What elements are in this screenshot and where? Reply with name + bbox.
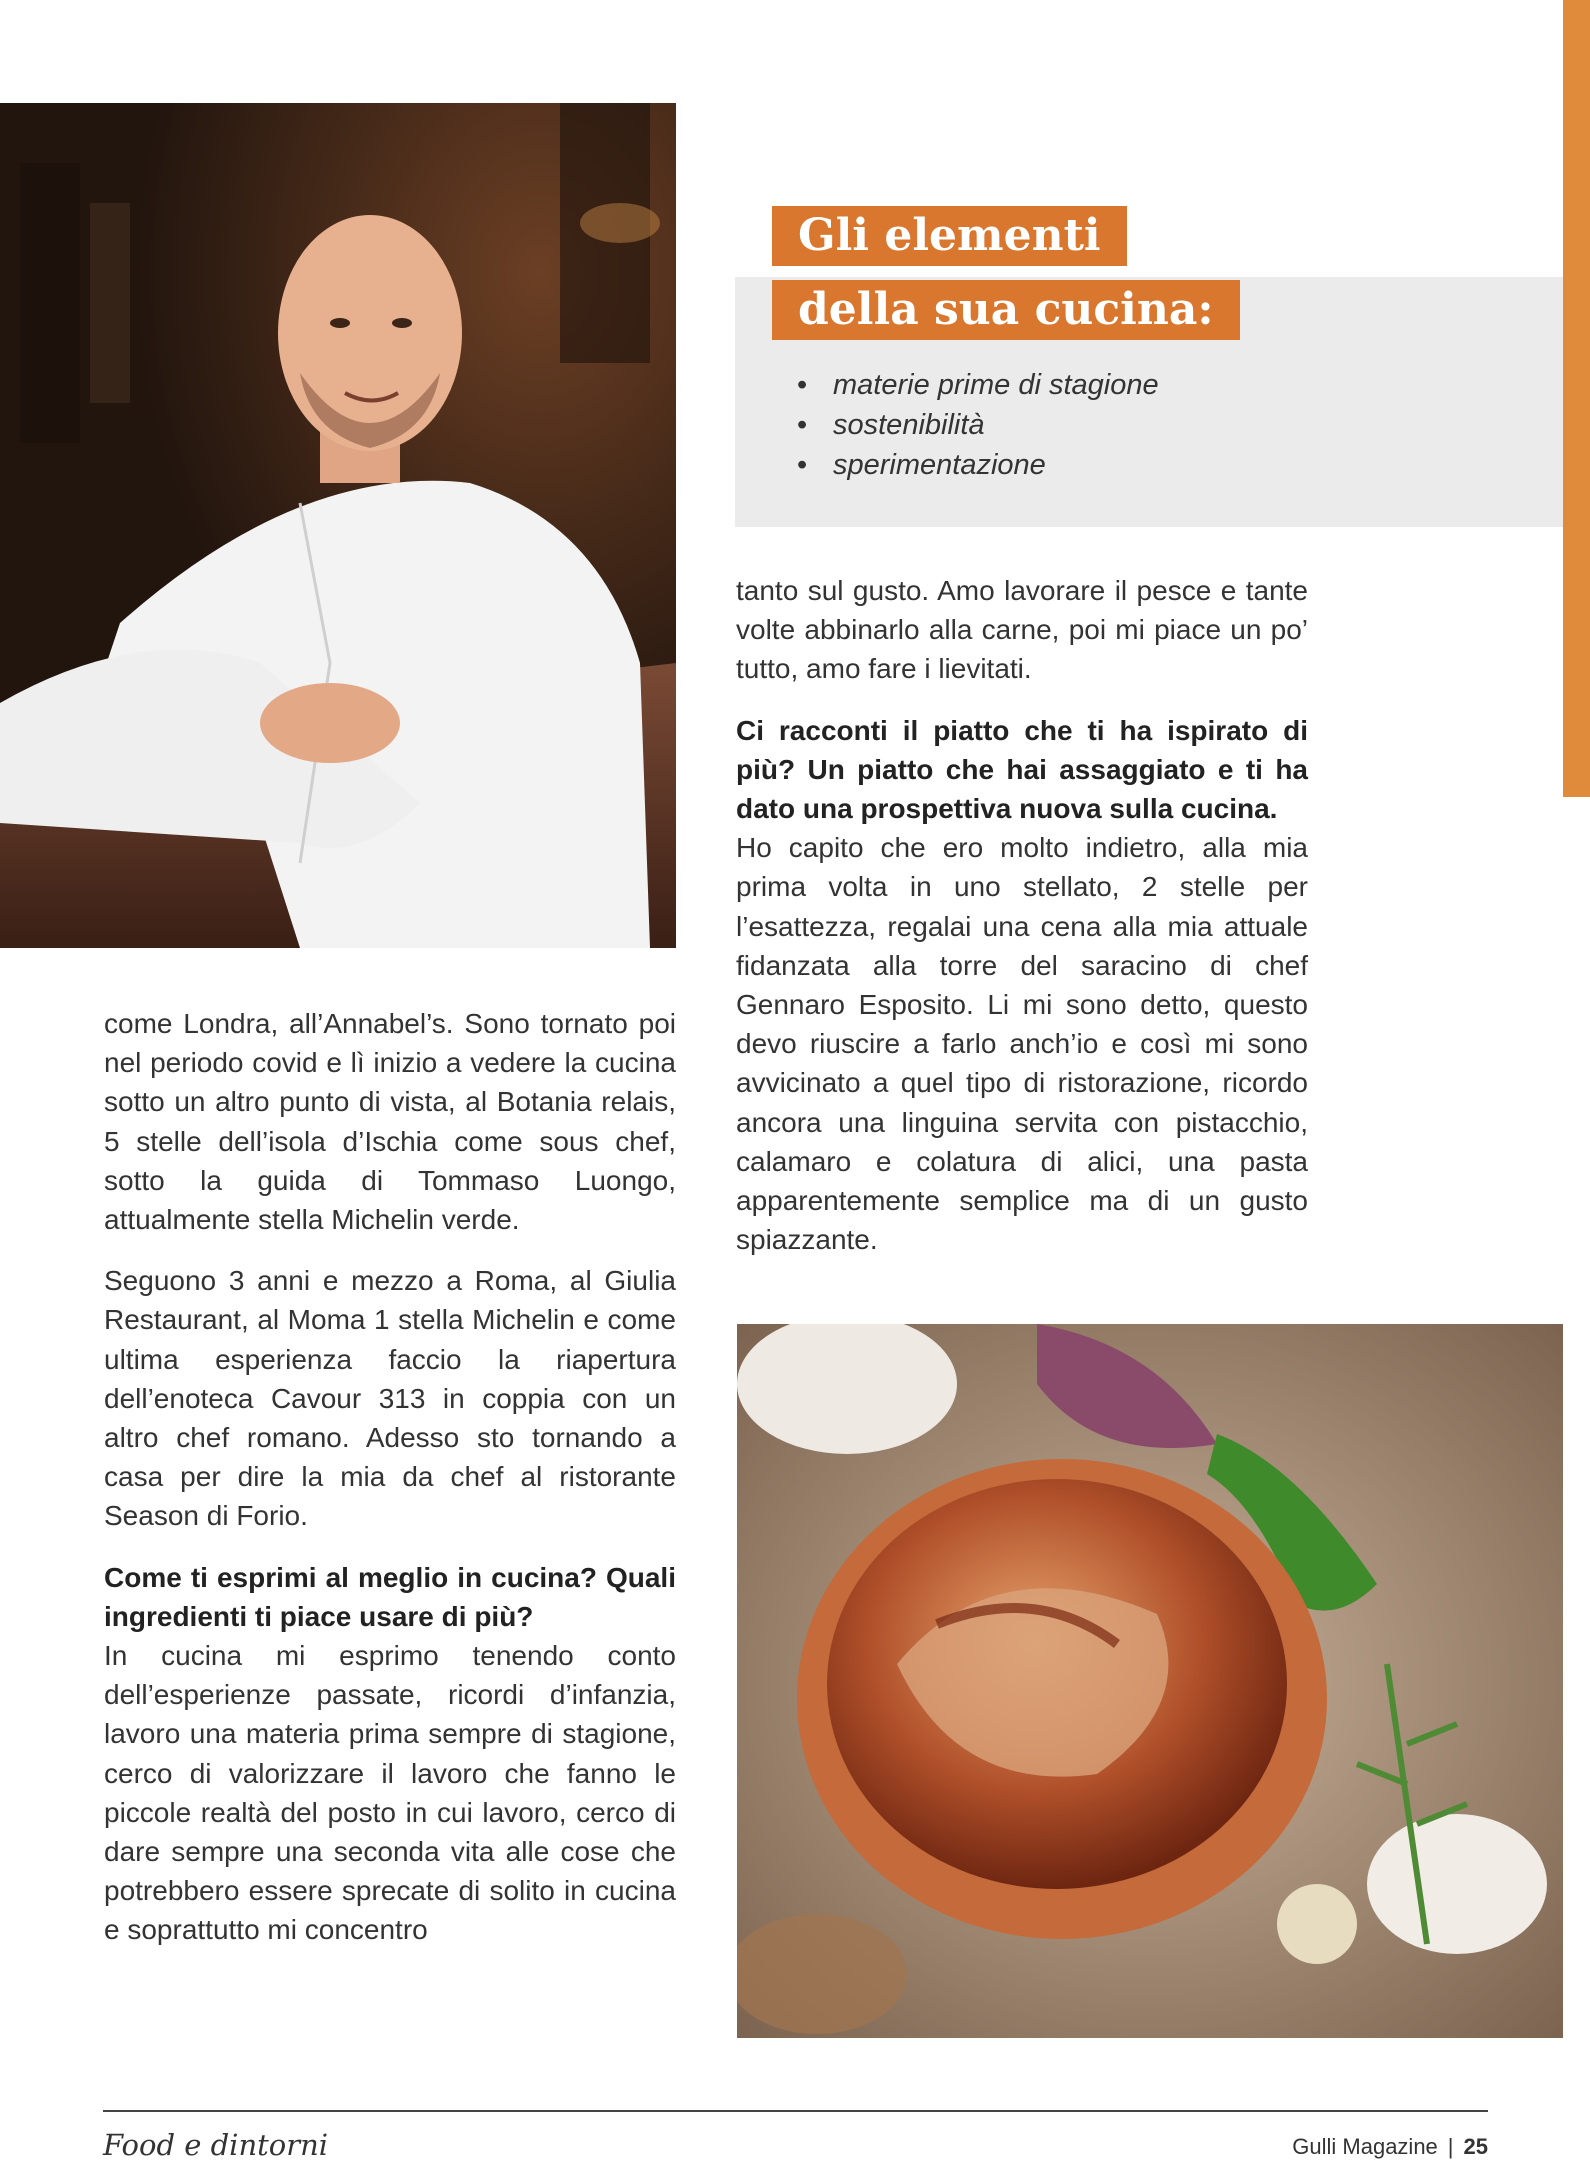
box-title-line2: della sua cucina: bbox=[772, 280, 1240, 340]
footer-separator: | bbox=[1447, 2134, 1454, 2159]
paragraph: come Londra, all’Annabel’s. Sono tornato poi nel periodo covid e lì inizio a vedere la cucina sotto un altro punto di vista, al Botania relais, 5 stelle dell’isola d’Ischia come sous chef, sotto la guida di Tommaso Luongo, attualmente stella Michelin verde. bbox=[104, 1008, 676, 1236]
footer-divider bbox=[103, 2110, 1488, 2112]
paragraph: Ho capito che ero molto indietro, alla mia prima volta in uno stellato, 2 stelle per l’esattezza, regalai una cena alla mia attuale fidanzata alla torre del saracino di chef Gennaro Esposito. Li mi sono detto, questo devo riuscire a farlo anch’io e così mi sono avvicinato a quel tipo di ristorazione, ricordo ancora una linguina servita con pistacchio, calamaro e colatura di alici, una pasta apparentemente semplice ma di un gusto spiazzante. bbox=[736, 832, 1308, 1256]
paragraph: tanto sul gusto. Amo lavorare il pesce e tante volte abbinarlo alla carne, poi mi piace un po’ tutto, amo fare i lievitati. bbox=[736, 575, 1308, 685]
magazine-name: Gulli Magazine bbox=[1292, 2134, 1438, 2159]
elements-list bbox=[797, 365, 1159, 485]
question-heading: Ci racconti il piatto che ti ha ispirato di più? Un piatto che hai assaggiato e ti ha dato una prospettiva nuova sulla cucina. bbox=[736, 714, 1308, 825]
footer-page-info bbox=[1292, 2134, 1488, 2160]
paragraph: In cucina mi esprimo tenendo conto dell’esperienze passate, ricordi d’infanzia, lavoro una materia prima sempre di stagione, cerco di valorizzare il lavoro che fanno le piccole realtà del posto in cui lavoro, cerco di dare sempre una seconda vita alle cose che potrebbero essere sprecate di solito in cucina e soprattutto mi concentro bbox=[104, 1640, 676, 1946]
box-title-line1: Gli elementi bbox=[772, 206, 1127, 266]
chef-portrait-photo bbox=[0, 103, 676, 948]
accent-side-bar bbox=[1563, 0, 1590, 797]
page-number: 25 bbox=[1463, 2134, 1488, 2159]
right-column-text bbox=[736, 571, 1308, 1259]
dish-photo bbox=[737, 1324, 1563, 2038]
list-item: • materie prime di stagione bbox=[797, 365, 1159, 405]
list-item: • sostenibilità bbox=[797, 405, 1159, 445]
left-column-text bbox=[104, 1004, 676, 1950]
list-item: • sperimentazione bbox=[797, 445, 1159, 485]
footer-section-title: Food e dintorni bbox=[103, 2128, 329, 2162]
question-heading: Come ti esprimi al meglio in cucina? Quali ingredienti ti piace usare di più? bbox=[104, 1561, 676, 1632]
paragraph: Seguono 3 anni e mezzo a Roma, al Giulia Restaurant, al Moma 1 stella Michelin e come ultima esperienza faccio la riapertura dell’enoteca Cavour 313 in coppia con un altro chef romano. Adesso sto tornando a casa per dire la mia da chef al ristorante Season di Forio. bbox=[104, 1265, 676, 1532]
